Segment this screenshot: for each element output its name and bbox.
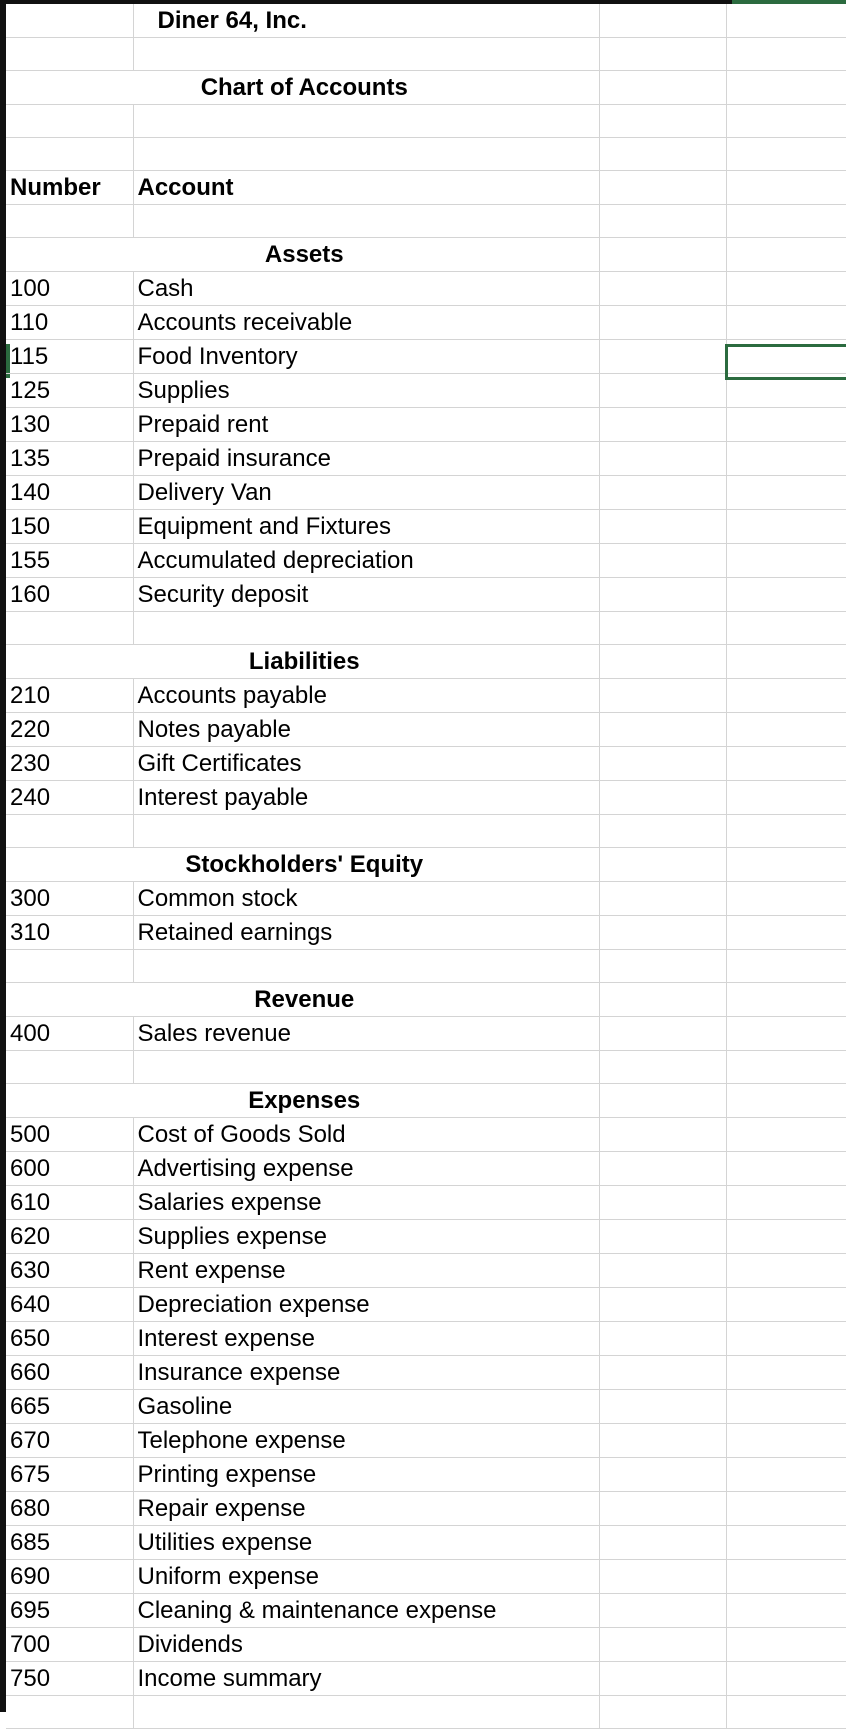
grid-cell[interactable] bbox=[599, 848, 726, 882]
grid-cell[interactable] bbox=[726, 1186, 846, 1220]
section-heading-row bbox=[6, 1084, 846, 1118]
table-row bbox=[6, 171, 846, 205]
grid-cell[interactable] bbox=[6, 138, 133, 171]
account-number-cell[interactable]: 140 bbox=[6, 476, 133, 510]
account-number-cell[interactable]: 640 bbox=[6, 1288, 133, 1322]
grid-cell[interactable] bbox=[133, 815, 599, 848]
account-name-cell[interactable]: Equipment and Fixtures bbox=[133, 510, 599, 544]
account-name-cell[interactable]: Supplies bbox=[133, 374, 599, 408]
table-row bbox=[6, 747, 846, 781]
account-name-cell[interactable]: Salaries expense bbox=[133, 1186, 599, 1220]
account-name-cell[interactable]: Utilities expense bbox=[133, 1526, 599, 1560]
account-name-cell[interactable]: Prepaid insurance bbox=[133, 442, 599, 476]
table-row bbox=[6, 1288, 846, 1322]
table-row bbox=[6, 882, 846, 916]
account-number-cell[interactable]: 125 bbox=[6, 374, 133, 408]
grid-cell[interactable] bbox=[726, 1220, 846, 1254]
grid-cell[interactable] bbox=[599, 1051, 726, 1084]
account-name-cell[interactable]: Common stock bbox=[133, 882, 599, 916]
grid-cell[interactable] bbox=[726, 1526, 846, 1560]
grid-cell[interactable] bbox=[599, 205, 726, 238]
account-name-cell[interactable]: Sales revenue bbox=[133, 1017, 599, 1051]
grid-cell[interactable] bbox=[6, 815, 133, 848]
grid-cell[interactable] bbox=[133, 1051, 599, 1084]
account-number-cell[interactable]: 500 bbox=[6, 1118, 133, 1152]
table-row bbox=[6, 138, 846, 171]
account-number-cell[interactable]: 665 bbox=[6, 1390, 133, 1424]
grid-cell[interactable] bbox=[599, 713, 726, 747]
grid-cell[interactable] bbox=[599, 1696, 726, 1729]
account-name-cell[interactable]: Gasoline bbox=[133, 1390, 599, 1424]
grid-cell[interactable] bbox=[726, 1152, 846, 1186]
account-name-cell[interactable]: Printing expense bbox=[133, 1458, 599, 1492]
number-column-header[interactable]: Number bbox=[6, 171, 133, 205]
table-row bbox=[6, 38, 846, 71]
grid-cell[interactable] bbox=[726, 1458, 846, 1492]
table-row bbox=[6, 1254, 846, 1288]
company-name[interactable]: Diner 64, Inc. bbox=[133, 4, 599, 38]
grid-cell[interactable] bbox=[726, 544, 846, 578]
account-number-cell[interactable]: 300 bbox=[6, 882, 133, 916]
table-row bbox=[6, 1220, 846, 1254]
grid-cell[interactable] bbox=[6, 205, 133, 238]
section-heading-row bbox=[6, 848, 846, 882]
grid-cell[interactable] bbox=[726, 950, 846, 983]
account-number-cell[interactable]: 610 bbox=[6, 1186, 133, 1220]
table-row bbox=[6, 442, 846, 476]
grid-cell[interactable] bbox=[6, 105, 133, 138]
section-heading[interactable]: Liabilities bbox=[6, 645, 599, 679]
account-number-cell[interactable]: 620 bbox=[6, 1220, 133, 1254]
grid-cell[interactable] bbox=[726, 238, 846, 272]
account-name-cell[interactable]: Retained earnings bbox=[133, 916, 599, 950]
table-row bbox=[6, 1322, 846, 1356]
account-number-cell[interactable]: 630 bbox=[6, 1254, 133, 1288]
grid-cell[interactable] bbox=[726, 848, 846, 882]
table-row bbox=[6, 1594, 846, 1628]
grid-cell[interactable] bbox=[599, 1594, 726, 1628]
table-row bbox=[6, 1560, 846, 1594]
grid-cell[interactable] bbox=[599, 374, 726, 408]
account-number-cell[interactable]: 310 bbox=[6, 916, 133, 950]
grid-cell[interactable] bbox=[599, 1186, 726, 1220]
account-number-cell[interactable]: 160 bbox=[6, 578, 133, 612]
grid-cell[interactable] bbox=[599, 1560, 726, 1594]
account-number-cell[interactable]: 240 bbox=[6, 781, 133, 815]
account-name-cell[interactable]: Income summary bbox=[133, 1662, 599, 1696]
table-row bbox=[6, 612, 846, 645]
grid-cell[interactable] bbox=[726, 882, 846, 916]
grid-cell[interactable] bbox=[726, 476, 846, 510]
table-row bbox=[6, 1118, 846, 1152]
account-number-cell[interactable]: 680 bbox=[6, 1492, 133, 1526]
table-row bbox=[6, 815, 846, 848]
table-row bbox=[6, 408, 846, 442]
grid-cell[interactable] bbox=[599, 1390, 726, 1424]
account-name-cell[interactable]: Supplies expense bbox=[133, 1220, 599, 1254]
grid-cell[interactable] bbox=[599, 645, 726, 679]
grid-cell[interactable] bbox=[599, 1628, 726, 1662]
grid-cell[interactable] bbox=[726, 1051, 846, 1084]
grid-cell[interactable] bbox=[133, 105, 599, 138]
grid-cell[interactable] bbox=[726, 1594, 846, 1628]
table-row bbox=[6, 578, 846, 612]
grid-cell[interactable] bbox=[726, 510, 846, 544]
grid-cell[interactable] bbox=[726, 679, 846, 713]
grid-cell[interactable] bbox=[599, 916, 726, 950]
grid-cell[interactable] bbox=[6, 950, 133, 983]
grid-cell[interactable] bbox=[599, 578, 726, 612]
grid-cell[interactable] bbox=[133, 612, 599, 645]
table-row bbox=[6, 1526, 846, 1560]
account-number-cell[interactable]: 110 bbox=[6, 306, 133, 340]
section-heading-row bbox=[6, 645, 846, 679]
grid-cell[interactable] bbox=[599, 71, 726, 105]
account-number-cell[interactable]: 155 bbox=[6, 544, 133, 578]
grid-cell[interactable] bbox=[599, 105, 726, 138]
grid-cell[interactable] bbox=[6, 1051, 133, 1084]
account-name-cell[interactable]: Uniform expense bbox=[133, 1560, 599, 1594]
table-row bbox=[6, 1152, 846, 1186]
section-heading[interactable]: Expenses bbox=[6, 1084, 599, 1118]
account-number-cell[interactable]: 210 bbox=[6, 679, 133, 713]
account-name-cell[interactable]: Accounts receivable bbox=[133, 306, 599, 340]
table-row bbox=[6, 1458, 846, 1492]
grid-cell[interactable] bbox=[133, 138, 599, 171]
active-cell-cursor[interactable] bbox=[725, 344, 846, 380]
grid-cell[interactable] bbox=[599, 1662, 726, 1696]
grid-cell[interactable] bbox=[133, 1696, 599, 1729]
account-name-cell[interactable]: Prepaid rent bbox=[133, 408, 599, 442]
account-name-cell[interactable]: Rent expense bbox=[133, 1254, 599, 1288]
grid-cell[interactable] bbox=[599, 1322, 726, 1356]
table-row bbox=[6, 205, 846, 238]
table-row bbox=[6, 1628, 846, 1662]
grid-cell[interactable] bbox=[133, 950, 599, 983]
table-row bbox=[6, 476, 846, 510]
grid-cell[interactable] bbox=[726, 1390, 846, 1424]
grid-cell[interactable] bbox=[133, 205, 599, 238]
grid-cell[interactable] bbox=[726, 781, 846, 815]
grid-cell[interactable] bbox=[599, 340, 726, 374]
page-title[interactable]: Chart of Accounts bbox=[6, 71, 599, 105]
grid-cell[interactable] bbox=[726, 1118, 846, 1152]
table-row bbox=[6, 713, 846, 747]
grid-cell[interactable] bbox=[599, 544, 726, 578]
cell-grid bbox=[6, 4, 846, 1729]
account-number-cell[interactable]: 130 bbox=[6, 408, 133, 442]
grid-cell[interactable] bbox=[599, 950, 726, 983]
account-number-cell[interactable]: 750 bbox=[6, 1662, 133, 1696]
account-name-cell[interactable]: Depreciation expense bbox=[133, 1288, 599, 1322]
grid-cell[interactable] bbox=[599, 781, 726, 815]
account-name-cell[interactable]: Cleaning & maintenance expense bbox=[133, 1594, 599, 1628]
section-heading[interactable]: Assets bbox=[6, 238, 599, 272]
account-name-cell[interactable]: Accumulated depreciation bbox=[133, 544, 599, 578]
account-number-cell[interactable]: 650 bbox=[6, 1322, 133, 1356]
grid-cell[interactable] bbox=[6, 38, 133, 71]
section-heading[interactable]: Revenue bbox=[6, 983, 599, 1017]
account-number-cell[interactable]: 400 bbox=[6, 1017, 133, 1051]
grid-cell[interactable] bbox=[599, 1288, 726, 1322]
grid-cell[interactable] bbox=[599, 1356, 726, 1390]
grid-cell[interactable] bbox=[726, 1322, 846, 1356]
grid-cell[interactable] bbox=[726, 1662, 846, 1696]
account-name-cell[interactable]: Interest expense bbox=[133, 1322, 599, 1356]
grid-cell[interactable] bbox=[599, 747, 726, 781]
account-name-cell[interactable]: Repair expense bbox=[133, 1492, 599, 1526]
grid-cell[interactable] bbox=[599, 1254, 726, 1288]
grid-cell[interactable] bbox=[599, 1424, 726, 1458]
table-row bbox=[6, 1051, 846, 1084]
table-row bbox=[6, 1017, 846, 1051]
grid-cell[interactable] bbox=[726, 1628, 846, 1662]
account-number-cell[interactable]: 685 bbox=[6, 1526, 133, 1560]
grid-cell[interactable] bbox=[726, 983, 846, 1017]
table-row bbox=[6, 4, 846, 38]
grid-cell[interactable] bbox=[599, 171, 726, 205]
table-row bbox=[6, 544, 846, 578]
grid-cell[interactable] bbox=[599, 1152, 726, 1186]
account-column-header[interactable]: Account bbox=[133, 171, 599, 205]
section-heading-row bbox=[6, 238, 846, 272]
table-row bbox=[6, 916, 846, 950]
grid-cell[interactable] bbox=[599, 510, 726, 544]
account-name-cell[interactable]: Security deposit bbox=[133, 578, 599, 612]
account-name-cell[interactable]: Delivery Van bbox=[133, 476, 599, 510]
grid-cell[interactable] bbox=[599, 1526, 726, 1560]
grid-cell[interactable] bbox=[726, 645, 846, 679]
grid-cell[interactable] bbox=[599, 38, 726, 71]
grid-cell[interactable] bbox=[726, 306, 846, 340]
grid-cell[interactable] bbox=[726, 1424, 846, 1458]
grid-cell[interactable] bbox=[726, 1492, 846, 1526]
grid-cell[interactable] bbox=[726, 138, 846, 171]
account-name-cell[interactable]: Accounts payable bbox=[133, 679, 599, 713]
grid-cell[interactable] bbox=[726, 1084, 846, 1118]
grid-cell[interactable] bbox=[726, 171, 846, 205]
grid-cell[interactable] bbox=[599, 238, 726, 272]
account-name-cell[interactable]: Advertising expense bbox=[133, 1152, 599, 1186]
grid-cell[interactable] bbox=[133, 38, 599, 71]
account-name-cell[interactable]: Gift Certificates bbox=[133, 747, 599, 781]
account-name-cell[interactable]: Cash bbox=[133, 272, 599, 306]
table-row bbox=[6, 1662, 846, 1696]
account-name-cell[interactable]: Notes payable bbox=[133, 713, 599, 747]
account-number-cell[interactable]: 700 bbox=[6, 1628, 133, 1662]
grid-cell[interactable] bbox=[726, 4, 846, 38]
grid-cell[interactable] bbox=[6, 4, 133, 38]
table-row bbox=[6, 272, 846, 306]
grid-cell[interactable] bbox=[726, 1560, 846, 1594]
grid-cell[interactable] bbox=[726, 105, 846, 138]
grid-cell[interactable] bbox=[599, 679, 726, 713]
grid-cell[interactable] bbox=[599, 138, 726, 171]
grid-cell[interactable] bbox=[726, 815, 846, 848]
account-number-cell[interactable]: 230 bbox=[6, 747, 133, 781]
account-number-cell[interactable]: 220 bbox=[6, 713, 133, 747]
table-row bbox=[6, 679, 846, 713]
table-row bbox=[6, 1356, 846, 1390]
grid-cell[interactable] bbox=[726, 713, 846, 747]
grid-cell[interactable] bbox=[599, 1492, 726, 1526]
account-name-cell[interactable]: Cost of Goods Sold bbox=[133, 1118, 599, 1152]
grid-cell[interactable] bbox=[726, 747, 846, 781]
grid-cell[interactable] bbox=[726, 916, 846, 950]
grid-cell[interactable] bbox=[599, 476, 726, 510]
grid-cell[interactable] bbox=[599, 815, 726, 848]
table-row bbox=[6, 105, 846, 138]
table-row bbox=[6, 781, 846, 815]
grid-cell[interactable] bbox=[726, 1288, 846, 1322]
grid-cell[interactable] bbox=[599, 882, 726, 916]
grid-cell[interactable] bbox=[726, 205, 846, 238]
account-number-cell[interactable]: 115 bbox=[6, 340, 133, 374]
account-name-cell[interactable]: Dividends bbox=[133, 1628, 599, 1662]
table-row bbox=[6, 340, 846, 374]
grid-cell[interactable] bbox=[599, 983, 726, 1017]
grid-cell[interactable] bbox=[726, 408, 846, 442]
table-row bbox=[6, 1696, 846, 1729]
account-name-cell[interactable]: Interest payable bbox=[133, 781, 599, 815]
account-number-cell[interactable]: 670 bbox=[6, 1424, 133, 1458]
grid-cell[interactable] bbox=[599, 1118, 726, 1152]
account-name-cell[interactable]: Food Inventory bbox=[133, 340, 599, 374]
grid-cell[interactable] bbox=[726, 272, 846, 306]
account-number-cell[interactable]: 675 bbox=[6, 1458, 133, 1492]
table-row bbox=[6, 950, 846, 983]
grid-cell[interactable] bbox=[599, 442, 726, 476]
grid-cell[interactable] bbox=[599, 1017, 726, 1051]
table-row bbox=[6, 1424, 846, 1458]
table-row bbox=[6, 510, 846, 544]
account-number-cell[interactable]: 695 bbox=[6, 1594, 133, 1628]
table-row bbox=[6, 1492, 846, 1526]
table-row bbox=[6, 1186, 846, 1220]
table-row bbox=[6, 374, 846, 408]
account-number-cell[interactable]: 100 bbox=[6, 272, 133, 306]
section-heading-row bbox=[6, 983, 846, 1017]
section-heading[interactable]: Stockholders' Equity bbox=[6, 848, 599, 882]
grid-cell[interactable] bbox=[726, 1356, 846, 1390]
account-name-cell[interactable]: Insurance expense bbox=[133, 1356, 599, 1390]
table-row bbox=[6, 1390, 846, 1424]
grid-cell[interactable] bbox=[599, 408, 726, 442]
account-number-cell[interactable]: 600 bbox=[6, 1152, 133, 1186]
table-row bbox=[6, 306, 846, 340]
grid-cell[interactable] bbox=[726, 442, 846, 476]
grid-cell[interactable] bbox=[726, 38, 846, 71]
grid-cell[interactable] bbox=[726, 1017, 846, 1051]
table-row bbox=[6, 71, 846, 105]
grid-cell[interactable] bbox=[599, 1084, 726, 1118]
grid-cell[interactable] bbox=[599, 1458, 726, 1492]
grid-cell[interactable] bbox=[726, 612, 846, 645]
grid-cell[interactable] bbox=[726, 578, 846, 612]
account-number-cell[interactable]: 660 bbox=[6, 1356, 133, 1390]
grid-cell[interactable] bbox=[599, 1220, 726, 1254]
grid-cell[interactable] bbox=[599, 612, 726, 645]
account-number-cell[interactable]: 690 bbox=[6, 1560, 133, 1594]
grid-cell[interactable] bbox=[599, 306, 726, 340]
grid-cell[interactable] bbox=[599, 272, 726, 306]
grid-cell[interactable] bbox=[6, 612, 133, 645]
grid-cell[interactable] bbox=[726, 1254, 846, 1288]
grid-cell[interactable] bbox=[6, 1696, 133, 1729]
account-name-cell[interactable]: Telephone expense bbox=[133, 1424, 599, 1458]
grid-cell[interactable] bbox=[726, 71, 846, 105]
account-number-cell[interactable]: 135 bbox=[6, 442, 133, 476]
grid-cell[interactable] bbox=[726, 1696, 846, 1729]
grid-cell[interactable] bbox=[599, 4, 726, 38]
account-number-cell[interactable]: 150 bbox=[6, 510, 133, 544]
